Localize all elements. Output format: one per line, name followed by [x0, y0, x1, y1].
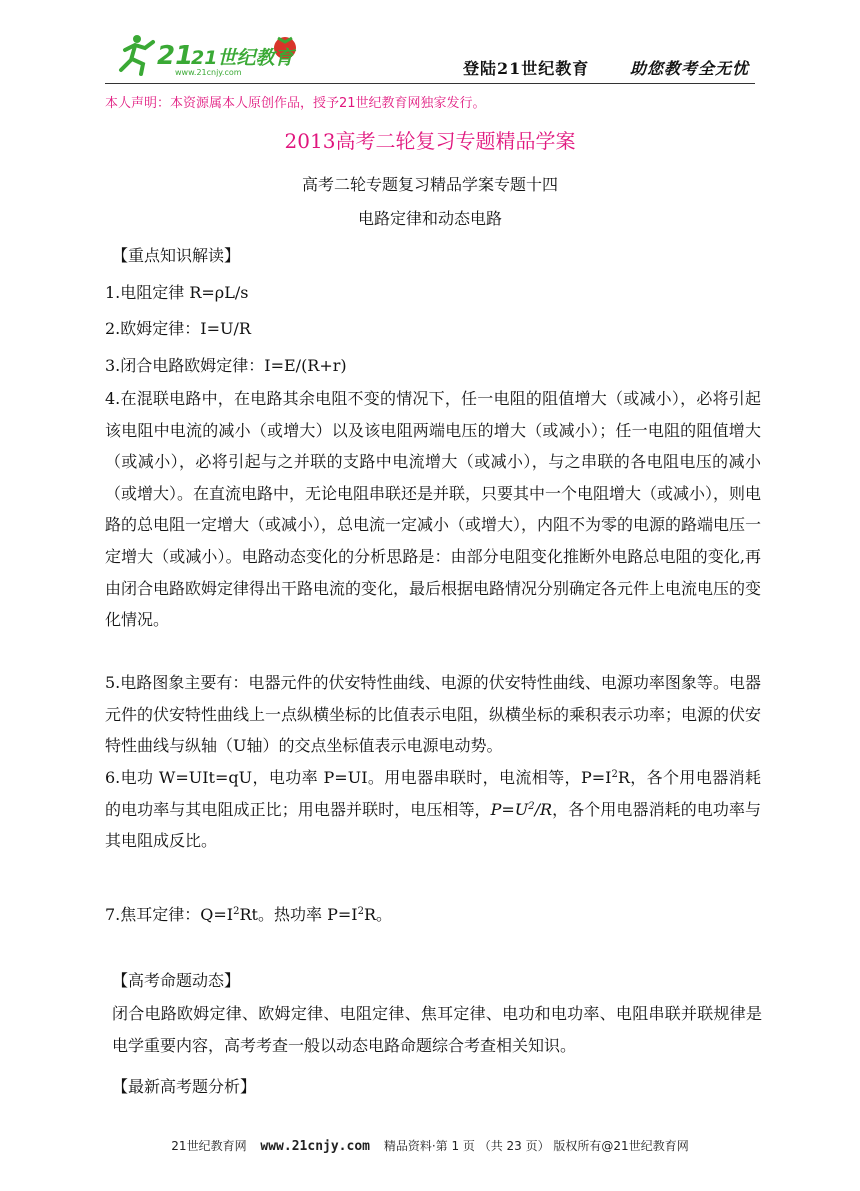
item-ohms-law: 2.欧姆定律：I=U/R — [105, 319, 251, 338]
item-resistance-law: 1.电阻定律 R=ρL/s — [105, 283, 249, 302]
svg-text:21世纪教育: 21世纪教育 — [191, 47, 294, 69]
footer-right: 精品资料·第 1 页 （共 23 页） 版权所有@21世纪教育网 — [383, 1139, 689, 1153]
footer-site-link[interactable]: www.21cnjy.com — [260, 1139, 370, 1154]
item-dynamic-circuit: 4.在混联电路中，在电路其余电阻不变的情况下，任一电阻的阻值增大（或减小），必将引起该电阻中电流的减小（或增大）以及该电阻两端电压的增大（或减小）；任一电阻的阻值增大（或减小），必将引起与之并联的支路中电流增大（或减小），与之串联的各电阻电压的减小（或增大）。在直流电路中，无论电阻串联还是并联，只要其中一个电阻增大（或减小），则电路的总电阻一定增大（或减小），总电流一定减小（或增大），内阻不为零的电源的路端电压一定增大（或减小）。电路动态变化的分析思路是：由部分电阻变化推断外电路总电阻的变化,再由闭合电路欧姆定律得出干路电流的变化，最后根据电路情况分别确定各元件上电流电压的变化情况。 — [105, 389, 762, 630]
item-electric-power: 6.电功 W=UIt=qU，电功率 P=UI。用电器串联时，电流相等，$P=I^2R$，各个用电器消耗的电功率与其电阻成正比；用电器并联时，电压相等，$P=U^2/R$，各个用电器消耗的电功率与其电阻成反比。 — [105, 768, 761, 851]
topic-title: 电路定律和动态电路 — [357, 209, 502, 228]
footer-left: 21世纪教育网 — [171, 1139, 247, 1153]
item-circuit-graphs: 5.电路图象主要有：电器元件的伏安特性曲线、电源的伏安特性曲线、电源功率图象等。电器元件的伏安特性曲线上一点纵横坐标的比值表示电阻，纵横坐标的乘积表示功率；电源的伏安特性曲线与纵轴（U轴）的交点坐标值表示电源电动势。 — [105, 673, 762, 756]
copyright-notice: 本人声明：本资源属本人原创作品，授予21世纪教育网独家发行。 — [105, 96, 486, 111]
svg-text:www.21cnjy.com: www.21cnjy.com — [175, 68, 242, 77]
svg-text:21: 21 — [157, 41, 194, 71]
power-formula: $P=U^2/R$ — [490, 799, 553, 819]
header-slogan-right: 助您教考全无忧 — [630, 59, 750, 78]
page-footer — [0, 1137, 860, 1154]
logo-graphic — [115, 30, 315, 80]
section-heading-exam-trends: 【高考命题动态】 — [112, 971, 241, 990]
item-closed-circuit-law: 3.闭合电路欧姆定律：I=E/(R+r) — [105, 356, 347, 375]
document-subtitle: 高考二轮专题复习精品学案专题十四 — [301, 175, 558, 194]
item-joule-law: 7.焦耳定律：$Q=I^2Rt$。热功率 $P=I^2R$。 — [105, 905, 392, 924]
header-slogan-left: 登陆21世纪教育 — [463, 59, 590, 78]
section-heading-key-knowledge: 【重点知识解读】 — [112, 246, 241, 265]
page-header — [105, 28, 755, 84]
section-heading-latest-analysis: 【最新高考题分析】 — [112, 1077, 257, 1096]
document-title: 2013高考二轮复习专题精品学案 — [284, 129, 576, 153]
header-divider — [105, 83, 755, 84]
site-logo — [115, 30, 315, 80]
exam-trends-text: 闭合电路欧姆定律、欧姆定律、电阻定律、焦耳定律、电功和电功率、电阻串联并联规律是电学重要内容，高考考查一般以动态电路命题综合考查相关知识。 — [112, 1004, 762, 1055]
